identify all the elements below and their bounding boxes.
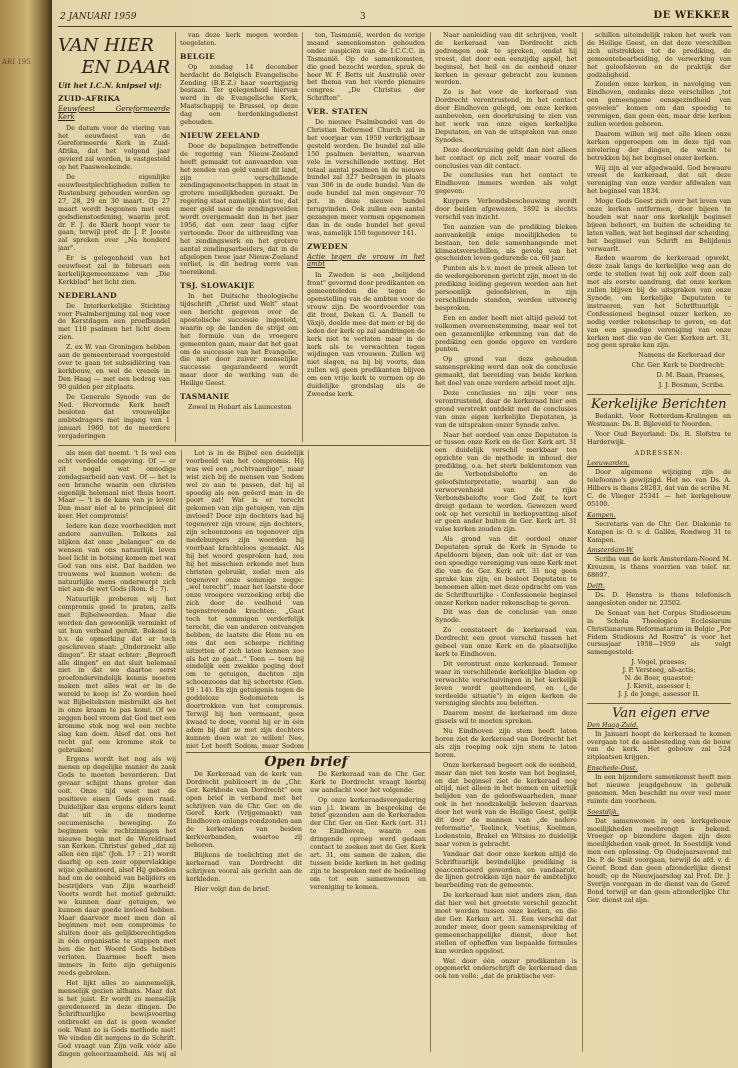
section-rule <box>587 394 731 395</box>
senaat-member: J. P. Versteeg, ab-actis; <box>622 666 696 675</box>
column-open-brief-cont <box>435 32 577 1056</box>
paragraph: Dat samenwonen in een kerkgebouw moeilijkheden meebrengt is bekend. Vroeger op bizondere dagen zijn deze moeilijkheden vaak groot. In Soestdijk vond men een oplossing. Op Oudejaarsavond zal Ds. P. de Smit voorgaan, terwijl de afd. v. d. Geref. Bond dan geen afzonderlijke dienst houdt; op de Nieuwjaarsdag zal Prof. Dr. J. Sverijn voorgaan in de dienst van de Geref. Bond terwijl er dan geen afzonderlijke Chr. Ger. dienst zal zijn. <box>587 816 731 904</box>
signature-line: J. J. Bosman, Scriba. <box>658 381 725 390</box>
paragraph: In het Duitsche theologische tijdschrift „Christ und Welt" staat een bericht gegeven over de apostolische successie ingesteld, waarin op de landen de strijd om het formule van de vroegere gemeenten gaan, maar dat het gaat om de successie van het Evangelie, die niet door zuiver menselijke successie gegarandeerd wordt maar door de werking van de Heilige Geest. <box>180 292 298 388</box>
senaat-member: J. J. de Jonge, assessor II. <box>618 689 700 698</box>
section-title-line1: VAN HIER <box>58 35 154 56</box>
paragraph: De eigenlijke eeuwfeestplechtigheden zullen te Rustenburg gehouden worden op 27, 28, 29 en 30 maart. Op 27 maart wordt begonnen met een godsdienstoefening, waarin prof. dr. F. J. de Klerk hoopt voor te gaan, terwijl prof. dr. J. P. Jooste zal spreken over „Na honderd jaar". <box>58 173 170 253</box>
paragraph: Reden waarom de kerkeraad opwekt, deze zaak langs de kerkelijke weg aan de orde te stellen (wat hij ook zelf doen zal) met als eerste aandrang, dat onze kerken zullen blijven bij de uitspraken van onze Synode, om kerkelijke Deputaten te instrueren, van het Schriftuurlijk - Confessioneel beginsel onzer kerken, zo nodig verder rekenschap te geven, en dat van een spoedige vereniging van onze kerken met die van de Ger. Kerken art. 31, nog geen sprake kan zijn. <box>587 254 731 350</box>
column-divider <box>308 450 309 750</box>
senaat-member: J. Vogel, praeses; <box>631 658 687 667</box>
paragraph: Natuurlijk proberen wij het compromis goed te praten, zelfs met Bijbelwoorden. Maar die worden dan gewoonlijk verminkt of uit hun verband gerukt. Bekend is b.v. de opmerking dat er toch geschreven staat: „Onderzoekt alle dingen". Er staat echter: „Beproeft alle dingen" en dat sluit helemaal niet in dat we daartoe eerst proefondervindelijk kennis moeten maken met alles wat er in de wereld te koop is! Zo worden heel wat Bijbelteksten misbruikt als het in onze kraam te pas komt. Of we zeggen heel vroom dat God met een kromme stok nog wel een rechte slag kan doen. Alsof dat ons het recht gaf een kromme stok te gebruiken! <box>58 595 176 754</box>
paragraph: Z. ex W. van Groningen hebben aan de gemeenteraad voorgesteld over te gaan tot subsidiëring van kerkbouw, en wel de vrezels in Den Haag — met een bedrag van 90 gulden per zitplaats. <box>58 343 170 391</box>
newspaper-page <box>52 0 738 1068</box>
paragraph: De conclusies van het contact te Eindhoven immers worden als volgt gegeven: <box>435 171 577 196</box>
paragraph: De nieuwe Psalmbundel van de Christian Reformed Church zal in het voorjaar van 1959 verkrijgbaar gesteld worden. De bundel zal alle 150 psalmen bevatten, waarvan vele in verschillende zetting. Het totaal aantal psalmen in de nieuwe bundel zal 327 bedragen in plaats van 306 in de oude bundel. Van de oude bundel zal men ongeveer 70 pct. in deze nieuwe bundel terugvinden. Ook zullen een aantal gezangen meer vormen opgenomen dan in de oude bundel het geval was, namelijk 150 tegenover 141. <box>307 118 425 237</box>
paragraph: Iedere kan deze voorbeelden met andere aanvullen. Telkens zal blijken dat onze „belangen" en de wensen van ons natuurlijk leven heel licht in botsing komen met wat God van ons eist. Dat hadden we trouwens wel kunnen weten: de natuurlijke mens onderwerpt zich niet aan de wet Gods (Rom. 8 : 7). <box>58 522 176 594</box>
paragraph: Deze conclusies nu zijn voor ons verontrustend, daar de kerkeraad hier een grond verstrekt ontdekt met de conclusies van onze eigen kerkelijke Deputaten, ja van de uitspraken onzer Synode zelve. <box>435 388 577 429</box>
paragraph: Op zondag 14 december herdacht de Belgisch Evangelische Zending (B.E.Z.) haar veertigjarig bestaan. Ter gelegenheid hiervan werd in de Evangelische Kerk, Maatschappij te Brussel, op deze dag een herdenkingsdienst gehouden. <box>180 62 298 127</box>
subheading-actie: Actie tegen de vrouw in het ambt <box>307 252 425 269</box>
column-divider <box>175 32 176 442</box>
paragraph: Zowel in Hobart als Launceston <box>188 402 292 411</box>
paragraph: Op onze kerkeraadsvergadering van j.l. kwam in bespreking de brief gezonden aan de Kerkeraden der Chr. Ger. en Ger. Kerk (art. 31) te Eindhoven, waarin een dringende oproep werd gedaan contact te zoeken met de Ger. Kerk art. 31, om samen de zaken, die tussen beide kerken in het geding zijn te bespreken met de bedoeling om tot een samenwonen en vereniging te komen. <box>310 795 426 891</box>
paragraph: De Senaat van het Corpus Studiosorum in Schola Theologica Ecclesiarum Christianarum Reformatarum in Belgio „Por Fidem Studiosus Ad Rostra" is voor het cursusjaar 1958—1959 als volgt samengesteld: <box>587 608 731 657</box>
paragraph: Ds. D. Henstra is thans telefonisch aangesloten onder nr. 23502. <box>587 591 731 607</box>
paragraph: Naar het oordeel van onze Deputaten is er tussen onze Kerk en de Ger. Kerk art. 31 een duidelijk verschil merkbaar ten opzichte van de methode in inhoud der prediking, o.a. het sterk beklemtonen van de Verbondsbelofte en de geloofsinterpretatie, waarbij aan de verworvenheid van de rijke Verbondsbelofte voor God Zelf, te kort dreigt gedaan te worden. Gewezen werd ook op het verschil in kerkopvatting alsof er geen ander buiten de Ger. Kerk art. 31 valse kerken zouden zijn. <box>435 430 577 534</box>
place-label: Soestdijk. <box>587 807 619 816</box>
heading-zweden: ZWEDEN <box>307 241 348 251</box>
paragraph: Op grond van deze gehouden samenspreking werd dan ook de conclusie gemaakt, dat bereiding van beide kerken het doel van onze verdere arbeid moet zijn. <box>435 355 577 388</box>
open-brief-article <box>186 756 426 1056</box>
column-compromis-2 <box>186 450 304 750</box>
section-title-line2: EN DAAR <box>81 57 170 78</box>
paragraph: Secretaris van de Chr. Ger. Diakonie te Kampen is: O. v. d. Gallën, Rondweg 31 te Kampen. <box>587 519 731 544</box>
paragraph: als men dat noemt. 't Is wel een echt verdeelde omgeving. Of — er zit nogal wat onnodige zondagsarbeid aan vast. Of — het is een branche waarin een christen eigenlijk helemaal niet thuis hoort. Maar — 't is de kans van je leven! Dan maar niet al te principieel dit keer. Het compromis! <box>58 450 176 521</box>
subheading-eeuwfeest: Eeuwfeest Gereformeerde Kerk <box>58 104 170 121</box>
paragraph: Door algemene wijziging zijn de telefoonno's gewijzigd. Het no. van Ds. A. Hilbers is thans 28283, dat van de scriba M. C. de Vlieger 25341 — het kerkgebouw 05100. <box>587 468 731 508</box>
heading-zuid-afrika: ZUID-AFRIKA <box>58 93 121 103</box>
paragraph: Een en ander heeft niet altijd geleid tot volkomen overeenstemming, maar wel tot een gezamenlijke erkenning van dat de prediking een goede opgave en verdere punten. <box>435 313 577 354</box>
column-divider <box>302 32 303 442</box>
page-header <box>60 10 730 26</box>
heading-tasmanie: TASMANIE <box>180 392 230 402</box>
heading-ver-staten: VER. STATEN <box>307 107 369 117</box>
column-kerkelijke-berichten <box>587 32 731 1056</box>
paragraph: De kerkeraad kan niet anders zien, dan dat hier wel het grootste verschil gezocht moet worden tussen onze kerken, en die der Ger. Kerken art. 31. Een verschil dat zonder meer, door geen samenspreking of gemeenschappelijke dienst, door het stellen of opheffen van bepaalde formules kan worden opgelost. <box>435 891 577 955</box>
paragraph: Blijkens de toelichting ziet de kerkeraad van Dordrecht dit schrijven vooral als gericht aan de kerkleden. <box>186 850 302 883</box>
paragraph: In Zweden is een „belijdend front" gevormd door predikanten en gemeenteleden die tegen de openstelling van de ambten voor de vrouw zijn. De woordvoerder van dit front, Dekan G. A. Danell te Växjö, deelde mee dat men er bij de leden der kerk op zal aandringen de kerk niet te verlaten maar in de kerk als te verwachten tegen wijdingen van vrouwen. Zullen wij niet slagen, na bij bij voorts, dan zullen wij geen predikanten blijven om een vrije kerk te vormen op de duidelijke grondslag als de Zweedse kerk. <box>307 271 425 398</box>
binding-gutter <box>0 0 52 1068</box>
senaat-member: J. Kievit, assessor I; <box>627 681 691 690</box>
kerkelijke-berichten-title: Kerkelijke Berichten <box>591 396 727 412</box>
column-belgie-nz <box>180 32 298 444</box>
paragraph: Lot is in de Bijbel een duidelijk voorbeeld van het compromis. Hij was wel een „rechtvaardige", maar wist zich bij de mensen van Sodom wel zo aan te passen, dat hij al spoedig als een geëerd man in de poort zat! Wat is er terecht gekomen van zijn getuigen, van zijn invloed? Door zijn dochters had hij tegenover zijn vrouw, zijn dochters, zijn schoonzoons en tegenover zijn medeburgers zijn woorden hij voorbaat krachteloos gemaakt. Als hij het woord gesproken had, zou hij het misschien erkende met hun christen gebruikt, zodat men als tegenover onze sommige zegge: „wel terecht", maar het laatste door onze vroegere verzoeking erbij die zich door de veelheid van tegenstrevende krachten: „Gaat toch tot sommigen verderfelijk terecht, die van anderen ontvangen hebben, de laatste die Hem nu en ons dat een scherpe richting uitzetten of zich laten kennen zoo als het zo gaat..." Toen — toen hij eindelijk een zwakke poging doet om te getuigen, dachten zijn schoonzoons dat hij schertste (Gen. 19 : 14). En zijn getuigenis tegen de goddeloze Sodomieten is doortrokken van het compromis. Terwijl hij hen vermaant, geen kwaad te doen, vooral hij er in één adem bij dat ze met zijn dochters kunnen doen wat ze willen! Nee, niet Lot heeft Sodom, maar Sodom <box>186 450 304 750</box>
column-compromis-1 <box>58 450 176 1058</box>
paragraph: Door de bepalingen betreffende de regering van Nieuw-Zeeland heeft gemaakt tot aanvaarden van het zenden van geld vanuit dit land, zijn verschillende zendingsgenootschappen in staat in grotere moeilijkheden geraakt. De regering staat namelijk niet toe, dat meer geld naar de zendingsvelden wordt overgemaakt dan in het jaar 1956, dat een zeer laag cijfer vertoonde. Door de uitbreiding van het zendingswerk en het grotere aantal zendingsarbeiders, dat in de afgelopen twee jaar Nieuw-Zeeland verliet, is dit bedrag verre van toereikend. <box>180 141 298 277</box>
place-label: Kampen. <box>587 510 616 519</box>
paragraph: Scriba van de kerk Amsterdam-Noord M. Kreuzen, is thans voorzien van telef. nr. 68697. <box>587 555 731 580</box>
paragraph: Dit was dan de conclusie van onze Synode. <box>435 608 577 625</box>
publication-name: DE WEKKER <box>653 10 730 21</box>
paragraph: Ergens wordt het nog als wij menen op degelijke manier de zaak Gods te moeten bevorderen. Dat gevaar schijnt thans groter dan ooit. Onze tijd weet met de positieve eisen Gods geen raad. Duidelijker dan ergens elders komt dat uit in de moderne oecumenische beweging. Zo beginnen vele rechtzinnigen het nieuwe begin met de Wereldraad van Kerken. Christus' gebed „dat zij allen één zijn" (Joh. 17 : 21) wordt daarbij op een zeer oppervlakkige wijze gehanteerd, alsof Hij gebeden had om de eenheid van belijders en bestrijders van Zijn waarheid! Voorts wordt het motief gebruikt: we kunnen daar getuigen, we kunnen daar goede invloed hebben. Maar daarvoor moet men dan al beginnen met een compromis te sluiten door als gelijkberechtigden in één organisatie te stappen met hen die het Woord Gods hebben verlaten. Daarmee heeft men immers in feite zijn getuigenis reeds gebroken. <box>58 755 176 977</box>
column-van-hier <box>58 32 170 444</box>
header-rule <box>58 26 732 27</box>
place-label: Amsterdam-W. <box>587 546 634 555</box>
paragraph: Daarom meent de kerkeraad om deze gissels wil te moeten spreken. <box>435 709 577 726</box>
paragraph: schillen uiteindelijk raken het werk van de Heilige Geest, en dat deze verschillen zich uitstrekken tot de prediking, de gemeentebearbeiding, de verwerking van het geloofsleven en de praktijk der godzaligheid. <box>587 32 731 79</box>
paragraph: Er is gelegenheid van het eeuwfeest zal in februari een kerkelijkgemeenzame van „Die Kerkblad" het licht zien. <box>58 254 170 286</box>
paragraph: ton, Tasmanië, werden de vorige maand samenkomsten gehouden onder auspiciën van de I.C.C.C. in Tasmanië. Op de samenkomsten, die goed bezocht werden, sprak de heer W. F. Betts uit Australië over het thema van het vierde plenaire congres: „De Christus der Schriften". <box>307 32 425 103</box>
signature-line: Namens de Kerkeraad der <box>638 351 725 360</box>
senaat-member: N. de Boer, quaestor; <box>624 674 694 683</box>
column-divider <box>430 32 431 1052</box>
paragraph: Het lijkt alles zo aannemelijk, menselijk gezien althans. Maar dat is het juist. Er wordt zo menselijk geredeneerd in deze dingen. De Schriftuurlijke bewijsvoering ontbreekt en dat is geen wonder ook. Want zo is Gods methode niet! We vinden dit nergens in de Schrift. God vraagt van Zijn volk vóór alle dingen gehoorzaamheid. Als wij al <box>58 978 176 1058</box>
paragraph: Voor Oud Beyerland: Ds. R. Slofstra te Harderwijk. <box>587 429 731 446</box>
paragraph: van deze kerk mogen worden toegelaten. <box>180 32 298 47</box>
paragraph: Zouden onze kerken, in navolging van Eindhoven, ondanks deze verschillen „tot een gemeengame eensgezindheid van gevoelen" komen om dan spoedig te verenigen, dan geen éèn, maar drie kerken zullen worden geboren. <box>587 80 731 128</box>
heading-tsjechoslowakije: TSJ. SLOWAKIJE <box>180 281 255 291</box>
heading-nieuw-zeeland: NIEUW ZEELAND <box>180 130 260 140</box>
issue-date: 2 JANUARI 1959 <box>60 12 137 22</box>
place-label: Den Haag-Zuid. <box>587 720 639 729</box>
heading-nederland: NEDERLAND <box>58 290 117 300</box>
column-compromis-3 <box>313 450 426 750</box>
paragraph: Nu Eindhoven zijn stem heeft laten horen ziet de kerkeraad van Dordrecht het als zijn roeping ook zijn stem te laten horen. <box>435 727 577 759</box>
paragraph: De Kerkeraad van de kerk van Dordrecht publiceert in de „Chr. Ger. Kerkbode van Dordrecht" een open brief in verband met het schrijven van de Chr. Ger. en de Geref. Kerk (Vrijgemaakt) van Eindhoven onlangs rondzonden aan de kerkeraden van beiden kerkverbanden, waartoe zij behoren. <box>186 769 302 850</box>
place-label: Delft. <box>587 582 605 591</box>
heading-belgie: BELGIE <box>180 51 216 61</box>
signature-line: D. M. Baan, Praeses, <box>656 371 725 380</box>
paragraph: Zo is het voor de kerkeraad van Dordrecht verontrustend, in het contact door Eindhoven gelegd, om onze kerken aanbevolen, een doorkruising te zien van het werk van onze eigen kerkelijke Deputaten, en van de uitspraken van onze Synodes. <box>435 88 577 144</box>
paragraph: Wij zijn al ver afgedwaald. God bewaare vreest de kerkeraad, dat uit deze vereniging van onze verder afdwalen van het beginsel van 1834. <box>587 163 731 196</box>
paragraph: Zo constateert de kerkeraad van Dordrecht een groot verschil tussen het gebeel van onze Kerk en de plaatselijke kerk te Eindhoven. <box>435 626 577 658</box>
adressen-heading: ADRESSEN: <box>634 448 684 457</box>
page-number: 3 <box>360 12 366 22</box>
paragraph: In een bijzondere samenkomst heeft men het nieuwe jeugdgebouw in gebruik genomen. Men beschikt nu over veel meer ruimte dan voorheen. <box>587 773 731 805</box>
paragraph: Vandaar dat door onze kerken altijd de Schriftuurlijk bevindelijke prediking is geaccentueerd geworden, en vandaaruit, de lijnen getrokken zijn naar de ambtelijke bearbeiding van de gemeente. <box>435 849 577 890</box>
paragraph: De Kerkeraad van de Chr. Ger. Kerk te Dordrecht vraagt hierbij uw aandacht voor het volgende: <box>310 769 426 794</box>
column-divider <box>181 450 182 1050</box>
section-rule <box>58 445 430 446</box>
paragraph: Dit verontrust onze kerkeraad. Temeer waar in verschillende kerkelijke bladen op verwachte verschuivingen in het kerkelijk leven wordt geattendeerd, en („de verdeelde situatie") in eigen kerken de vereniging slechts zou beletten. <box>435 659 577 708</box>
column-divider <box>582 32 583 1052</box>
paragraph: De Interkerkelijke Stichting voor Psalmberijming zal nog voor de Kerstdagen een proefbundel met 110 psalmen het licht doen zien. <box>58 301 170 342</box>
paragraph: Daarom willen wij met alle kleen onze kerken opgeroepen om in deze tijd van nivelering der dingen, de wacht te betrekken bij het beginsel onzer kerken. <box>587 129 731 162</box>
paragraph: Deze doorkruising geldt dan niet alleen het contact op zich zelf, maar vooral de conclusies van dit contact. <box>435 145 577 170</box>
paragraph: Onze kerkeraad begeert ook de eenheid, maar dan niet ten koste van het beginsel, en dat beginsel ziet de kerkeraad nog altijd, niet alleen in het nomen en uiterlijk belijden van de geloofswaarheden, maar ook in het noodzakelijk beleven daarvan door het werk van de Heilige Geest, gelijk dit door de mannen van „de nadere reformatie", Teelinck, Voetius, Koelman, Lodenstein, Brakel en Witsius zo duidelijk naar voren is gebracht. <box>435 760 577 848</box>
section-rule <box>587 703 731 704</box>
paragraph: Punten als b.v. moet de preek alleen tot de wedergeborenen gericht zijn, moet in de prediking leiding gegeven worden aan het persoonlijk geloofsleven, in zijn verschillende standen, werden uitvoerig besproken. <box>435 264 577 312</box>
gutter-fragment: ARI 195 <box>2 58 31 66</box>
column-verenigde-staten <box>307 32 425 444</box>
paragraph: Moge Gods Geest zich over het leven van onze kerken ontfermen, door bijeen te houden wat naar ons kerkelijk beginsel bijeen behoort, en buiten de scheiding te laten vallen, wat het beginsel der scheiding, het beginsel van Schrift en Belijdenis verwaarlt. <box>587 197 731 253</box>
paragraph: De datum voor de viering van het eeuwfeest van de Gereformeerde Kerk in Zuid-Afrika, dat het volgend jaar gevierd zal worden, is vastgesteld op het Paasweekeinde. <box>58 123 170 172</box>
paragraph: Kuypers Verbondsbeschouwing wordt door beiden afgewezen, 1892 is slechts verschil van inzicht. <box>435 197 577 221</box>
paragraph: Als grond van dit oordeel onzer Deputaten sprak de Kerk in Synode te Apeldoorn bijeen, dan ook uit: dat er van een spoedige vereniging van onze Kerk met die van de Ger. Kerk art. 31 nog geen sprake kan zijn, en besloot Deputaten te benoemen allen met deze opdracht om van de Schriftuurlijke - Confessionele beginsel onzer Kerken nader rekenschap te geven. <box>435 535 577 607</box>
paragraph: Naar aanleiding van dit schrijven, voelt de kerkeraad van Dordrecht zich gedrongen ook te spreken, omdat hij vreest, dat door een eenzijdig appèl, het beginsel, het heil en de eenheid onzer kerken in gevaar gebracht zou kunnen worden. <box>435 32 577 87</box>
open-brief-title: Open brief <box>264 756 348 770</box>
paragraph: Ten aanzien van de prediking bleken aanvankelijk enige moeilijkheden te bestaan, ten dele samenhangende met klimaatsverschillen, als gevolg van het gescheiden leven gedurende ca. 60 jaar. <box>435 222 577 263</box>
paragraph: Hier volgt dan de brief: <box>194 884 271 893</box>
place-label: Leeuwarden. <box>587 459 630 468</box>
paragraph: In Januari hoopt de kerkeraad te komen overgaan tot de aanbesteding van de bouw van de kerk. Het gebouw zal 524 zitplaatsen krijgen. <box>587 729 731 762</box>
section-byline: Uit het I.C.N. knipsel vij: <box>58 81 162 90</box>
paragraph: Bedankt. Voor Rotterdam-Kralingen en Westzaan: Ds. B. Bijleveld te Noorden. <box>587 411 731 428</box>
paragraph: De Generale Synode van de Ned. Hervormde Kerk heeft besloten dat vrouwelijke ambtsdragers met ingang van 1 januari 1960 tot de meerdere vergaderingen <box>58 392 170 441</box>
box-rule-top <box>186 752 430 753</box>
place-label: Enschede-Oost. <box>587 764 638 773</box>
van-eigen-erve-title: Van eigen erve <box>612 705 710 721</box>
paragraph: Wat door één onzer predikanten is opgemerkt onderschrijft de kerkeraad dan ook ten volle: „dat de praktische ver- <box>435 956 577 981</box>
signature-line: Chr. Ger. Kerk te Dordrecht: <box>631 361 725 370</box>
